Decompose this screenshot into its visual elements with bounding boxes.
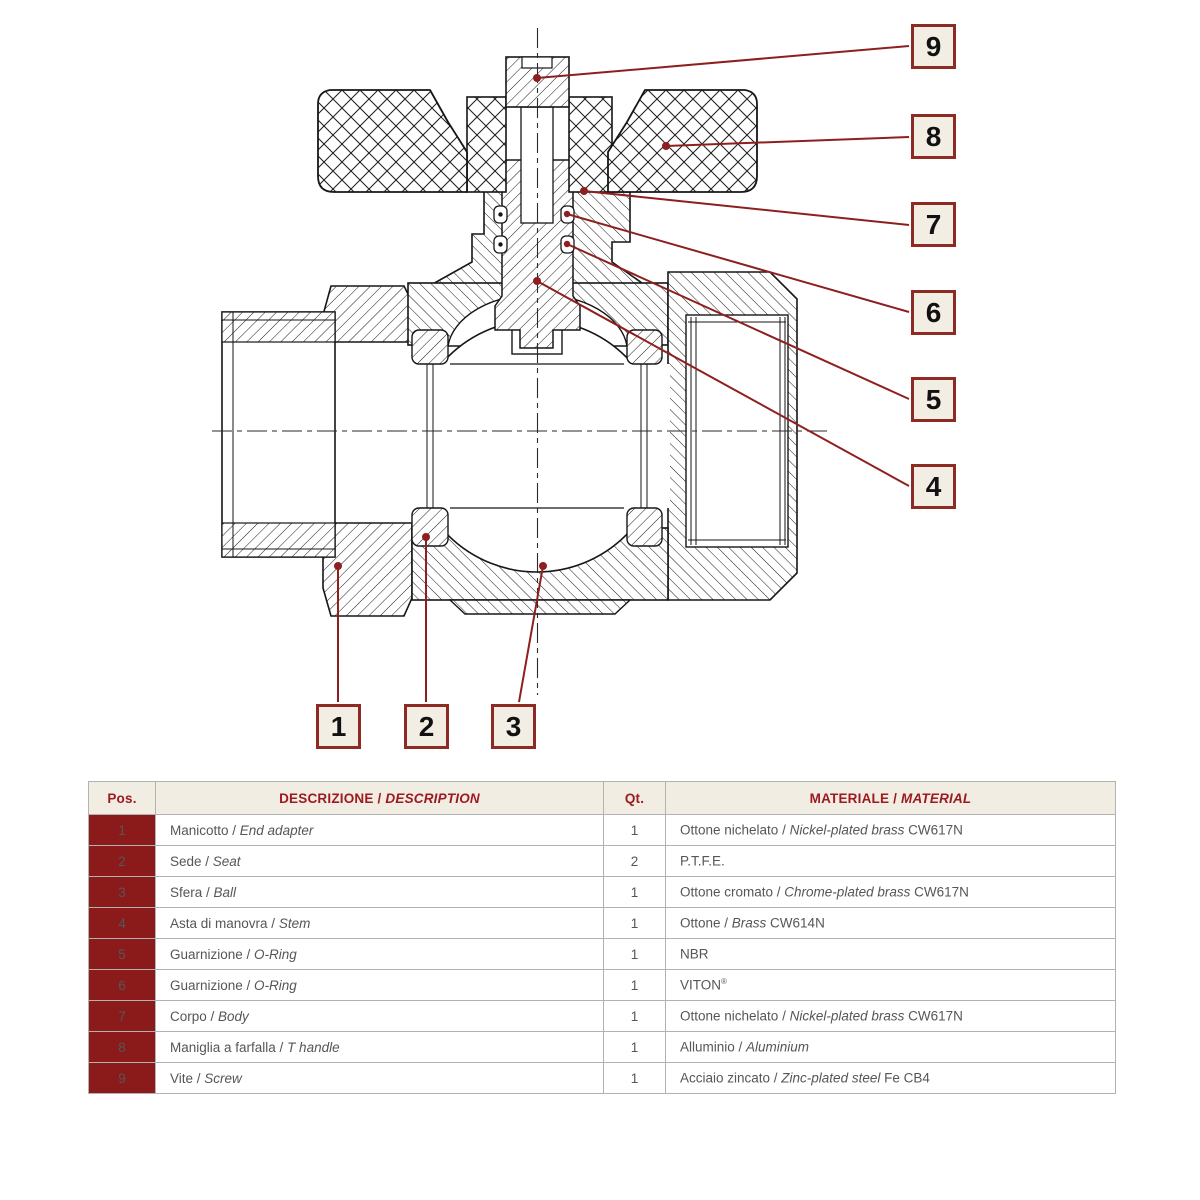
callout-9: 9 (911, 24, 956, 69)
table-row-4 (89, 908, 1116, 939)
description-cell: Manicotto / End adapter (156, 815, 604, 846)
callout-2: 2 (404, 704, 449, 749)
table-row-6 (89, 970, 1116, 1001)
end-adapter-section (222, 286, 412, 616)
qty-cell: 1 (604, 1001, 666, 1032)
table-row-9 (89, 1063, 1116, 1094)
pos-cell: 6 (89, 970, 156, 1001)
callout-1: 1 (316, 704, 361, 749)
qty-cell: 1 (604, 1032, 666, 1063)
material-cell: VITON® (666, 970, 1116, 1001)
material-cell: P.T.F.E. (666, 846, 1116, 877)
material-cell: Ottone nichelato / Nickel-plated brass CW617N (666, 815, 1116, 846)
qty-cell: 1 (604, 1063, 666, 1094)
header-material: MATERIALE / MATERIAL (666, 782, 1116, 815)
material-cell: Ottone nichelato / Nickel-plated brass CW617N (666, 1001, 1116, 1032)
pos-cell: 9 (89, 1063, 156, 1094)
parts-table (88, 781, 1115, 1094)
material-cell: Acciaio zincato / Zinc-plated steel Fe CB4 (666, 1063, 1116, 1094)
pos-cell: 4 (89, 908, 156, 939)
table-row-8 (89, 1032, 1116, 1063)
table-row-5 (89, 939, 1116, 970)
callout-6: 6 (911, 290, 956, 335)
table-row-1 (89, 815, 1116, 846)
material-cell: Ottone / Brass CW614N (666, 908, 1116, 939)
qty-cell: 1 (604, 877, 666, 908)
description-cell: Corpo / Body (156, 1001, 604, 1032)
description-cell: Maniglia a farfalla / T handle (156, 1032, 604, 1063)
table-header-row (89, 782, 1116, 815)
description-cell: Guarnizione / O-Ring (156, 970, 604, 1001)
table-row-7 (89, 1001, 1116, 1032)
description-cell: Vite / Screw (156, 1063, 604, 1094)
pos-cell: 3 (89, 877, 156, 908)
callout-5: 5 (911, 377, 956, 422)
qty-cell: 1 (604, 970, 666, 1001)
header-description: DESCRIZIONE / DESCRIPTION (156, 782, 604, 815)
body-female-port-section (668, 272, 797, 600)
qty-cell: 2 (604, 846, 666, 877)
description-cell: Sede / Seat (156, 846, 604, 877)
description-cell: Sfera / Ball (156, 877, 604, 908)
pos-cell: 2 (89, 846, 156, 877)
callout-4: 4 (911, 464, 956, 509)
description-cell: Asta di manovra / Stem (156, 908, 604, 939)
qty-cell: 1 (604, 815, 666, 846)
header-pos: Pos. (89, 782, 156, 815)
material-cell: Alluminio / Aluminium (666, 1032, 1116, 1063)
pos-cell: 8 (89, 1032, 156, 1063)
callout-3: 3 (491, 704, 536, 749)
pos-cell: 1 (89, 815, 156, 846)
callout-8: 8 (911, 114, 956, 159)
pos-cell: 5 (89, 939, 156, 970)
qty-cell: 1 (604, 939, 666, 970)
pos-cell: 7 (89, 1001, 156, 1032)
header-qty: Qt. (604, 782, 666, 815)
description-cell: Guarnizione / O-Ring (156, 939, 604, 970)
material-cell: NBR (666, 939, 1116, 970)
qty-cell: 1 (604, 908, 666, 939)
table-row-3 (89, 877, 1116, 908)
callout-7: 7 (911, 202, 956, 247)
material-cell: Ottone cromato / Chrome-plated brass CW617N (666, 877, 1116, 908)
table-row-2 (89, 846, 1116, 877)
